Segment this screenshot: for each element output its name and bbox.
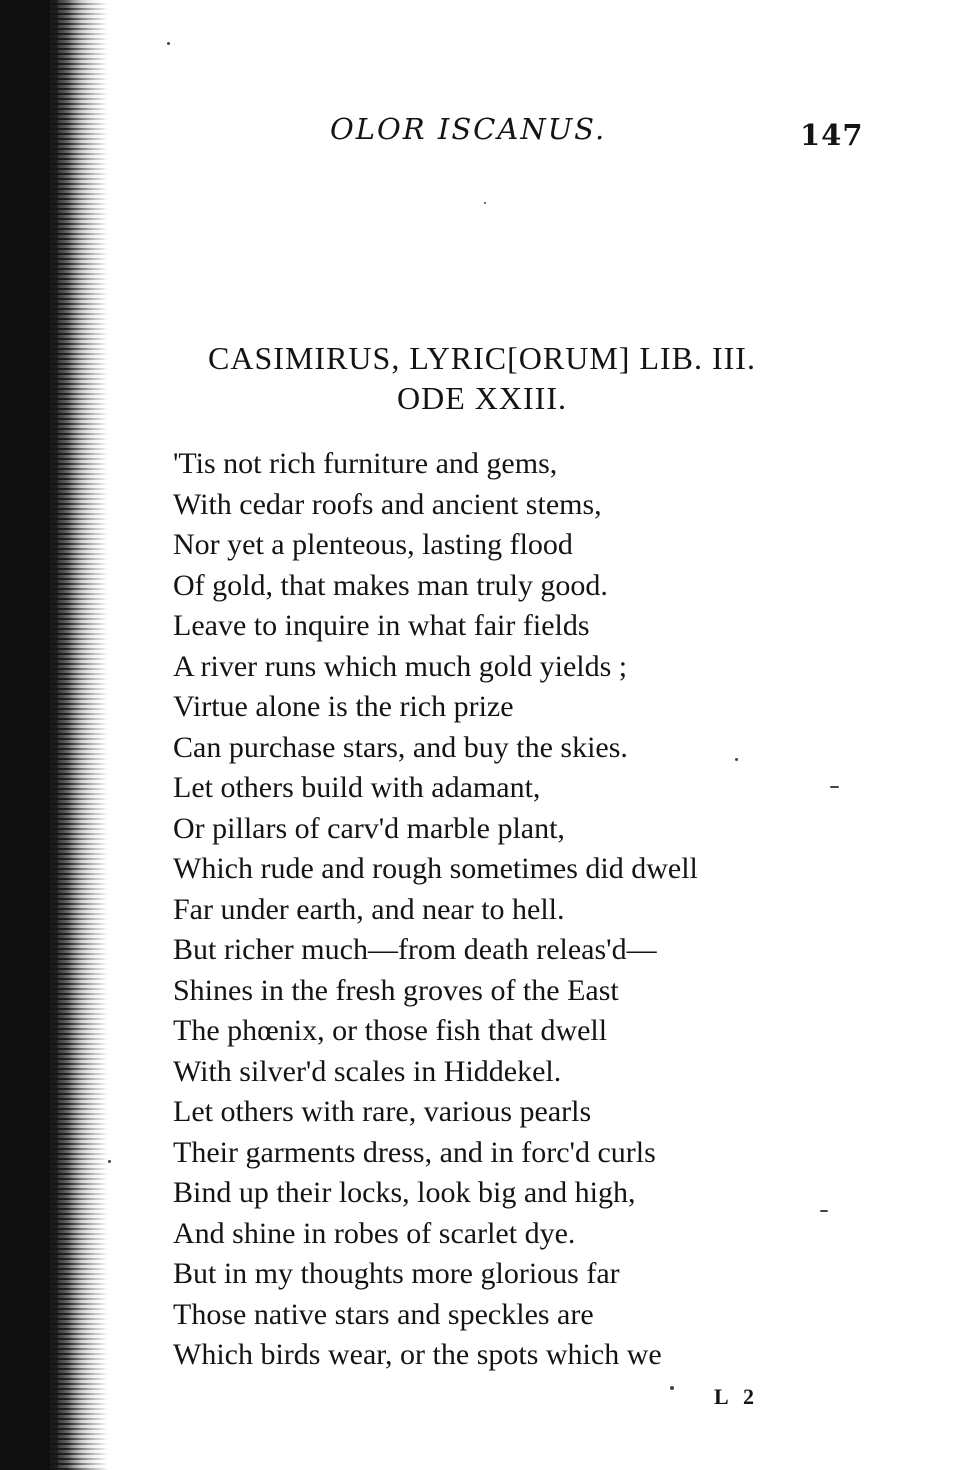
running-title: OLOR ISCANUS. [330, 112, 607, 146]
poem-line: Shines in the fresh groves of the East [173, 973, 619, 1007]
spine-ragged-edge [50, 0, 108, 1470]
scan-speck [108, 1160, 111, 1163]
poem-line: Let others build with adamant, [173, 771, 541, 804]
poem-line: Their garments dress, and in forc'd curls [173, 1135, 656, 1169]
poem-title: CASIMIRUS, LYRIC[ORUM] LIB. III. [208, 340, 756, 376]
poem-line: Of gold, that makes man truly good. [173, 568, 608, 602]
poem-line: A river runs which much gold yields ; [173, 649, 628, 683]
page-number: 147 [800, 118, 864, 152]
poem-line: Far under earth, and near to hell. [173, 892, 565, 926]
poem-subtitle: ODE XXIII. [397, 380, 567, 416]
poem-line: Nor yet a plenteous, lasting flood [173, 528, 573, 561]
scan-speck [484, 202, 486, 204]
poem-line: Those native stars and speckles are [173, 1297, 594, 1331]
poem-line: Or pillars of carv'd marble plant, [173, 811, 565, 845]
poem-line: Which birds wear, or the spots which we [173, 1338, 662, 1371]
poem-line: Can purchase stars, and buy the skies. [173, 730, 628, 764]
poem-line: With silver'd scales in Hiddekel. [173, 1054, 562, 1088]
scan-speck [670, 1386, 674, 1390]
scan-speck [820, 1210, 828, 1212]
poem-line: But in my thoughts more glorious far [173, 1257, 620, 1290]
scan-speck [735, 758, 738, 761]
poem-line: But richer much—from death releas'd— [173, 933, 657, 966]
poem-line: With cedar roofs and ancient stems, [173, 487, 602, 521]
poem-line: Leave to inquire in what fair fields [173, 609, 590, 642]
poem-line: And shine in robes of scarlet dye. [173, 1216, 576, 1250]
poem-body [173, 444, 698, 1376]
poem-line: Let others with rare, various pearls [173, 1095, 592, 1128]
poem-line: Which rude and rough sometimes did dwell [173, 852, 698, 885]
book-spine-shadow [0, 0, 110, 1470]
poem-line: Virtue alone is the rich prize [173, 690, 514, 723]
scan-speck [167, 42, 170, 45]
signature-mark: L 2 [714, 1384, 759, 1409]
poem-line: Bind up their locks, look big and high, [173, 1176, 636, 1209]
poem-line: The phœnix, or those fish that dwell [173, 1014, 608, 1047]
scan-speck [830, 786, 839, 788]
poem-line: 'Tis not rich furniture and gems, [173, 447, 558, 480]
